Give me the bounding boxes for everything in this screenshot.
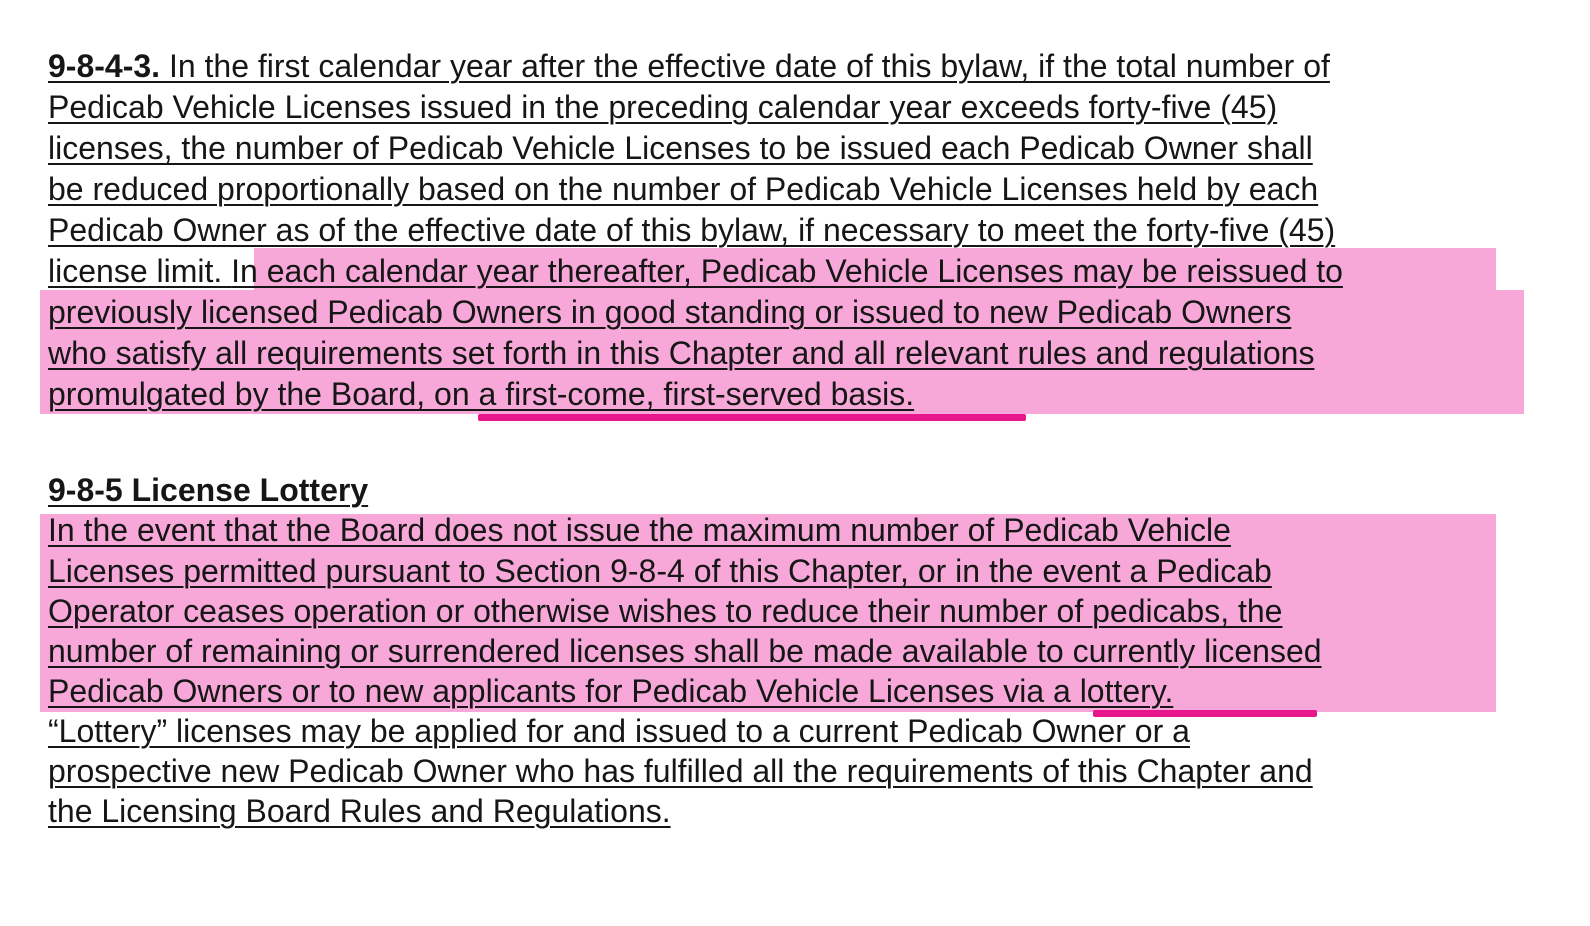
section-943-line-1-text: In the first calendar year after the effective date of this bylaw, if the total number of [160,48,1330,84]
section-943-line-6 [48,251,1343,291]
section-943-highlight-line-3: promulgated by the Board, on a first-come, first-served basis. [48,376,915,412]
marker-underline-first-come [478,414,1026,421]
section-943-line-4: be reduced proportionally based on the number of Pedicab Vehicle Licenses held by each [48,171,1319,207]
section-943-line-3: licenses, the number of Pedicab Vehicle Licenses to be issued each Pedicab Owner shall [48,130,1313,166]
section-943-line-2: Pedicab Vehicle Licenses issued in the preceding calendar year exceeds forty-five (45) [48,89,1278,125]
section-985-highlight-line-1: In the event that the Board does not issue the maximum number of Pedicab Vehicle [48,512,1231,548]
section-943-number: 9-8-4-3. [48,48,161,84]
section-985-highlight-line-4: number of remaining or surrendered licenses shall be made available to currently licensed [48,633,1322,669]
section-985-plain-line-1: “Lottery” licenses may be applied for and issued to a current Pedicab Owner or a [48,713,1190,749]
section-985-highlight-line-3: Operator ceases operation or otherwise wishes to reduce their number of pedicabs, the [48,593,1283,629]
section-985-highlight-line-2: Licenses permitted pursuant to Section 9-8-4 of this Chapter, or in the event a Pedicab [48,553,1272,589]
section-943-line-1 [48,46,1330,86]
section-943-highlight-line-1: previously licensed Pedicab Owners in good standing or issued to new Pedicab Owners [48,294,1292,330]
section-943-line-6-plain: license limit. [48,253,232,289]
section-943-line-5: Pedicab Owner as of the effective date of this bylaw, if necessary to meet the forty-five (45) [48,212,1336,248]
section-985-plain-line-3: the Licensing Board Rules and Regulations. [48,793,671,829]
section-985-heading: 9-8-5 License Lottery [48,472,369,508]
section-985-highlight-line-5: Pedicab Owners or to new applicants for Pedicab Vehicle Licenses via a lottery. [48,673,1174,709]
section-985-plain-line-2: prospective new Pedicab Owner who has fulfilled all the requirements of this Chapter and [48,753,1313,789]
section-943-highlight-line-2: who satisfy all requirements set forth in this Chapter and all relevant rules and regulations [48,335,1315,371]
section-943-line-6-highlight: In each calendar year thereafter, Pedicab Vehicle Licenses may be reissued to [231,253,1343,289]
